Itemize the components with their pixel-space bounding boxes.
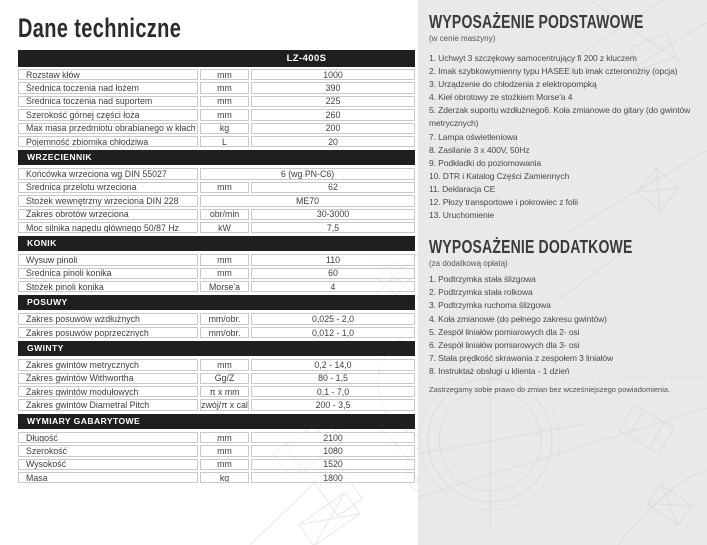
equipment-item: 8. Instruktaż obsługi u klienta - 1 dzień bbox=[429, 365, 570, 376]
spec-unit: kg bbox=[200, 472, 249, 483]
extra-equipment-subtitle: (za dodatkową opłatą) bbox=[429, 259, 508, 269]
spec-row bbox=[18, 327, 415, 338]
spec-row bbox=[18, 123, 415, 134]
spec-unit: π x mm bbox=[200, 386, 249, 397]
spec-row bbox=[18, 96, 415, 107]
spec-label: Zakres gwintów metrycznych bbox=[18, 359, 198, 370]
spec-value: 225 bbox=[251, 96, 415, 107]
equipment-item: 11. Deklaracja CE bbox=[429, 183, 496, 194]
spec-label: Zakres gwintów Diametral Pitch bbox=[18, 399, 198, 410]
spec-label: Szerokość bbox=[18, 445, 198, 456]
disclaimer-note: Zastrzegamy sobie prawo do zmian bez wcześniejszego powiadomienia. bbox=[429, 384, 671, 394]
spec-row bbox=[18, 386, 415, 397]
spec-value: 1080 bbox=[251, 445, 415, 456]
spec-label: Zakres gwintów modułowych bbox=[18, 386, 198, 397]
spec-unit: Gg/Z bbox=[200, 373, 249, 384]
spec-label: Długość bbox=[18, 432, 198, 443]
spec-row bbox=[18, 281, 415, 292]
spec-label: Średnica przelotu wrzeciona bbox=[18, 182, 198, 193]
spec-label: Stożek wewnętrzny wrzeciona DIN 228 bbox=[18, 195, 198, 206]
spec-value: 7,5 bbox=[251, 222, 415, 233]
spec-row bbox=[18, 109, 415, 120]
spec-row bbox=[18, 222, 415, 233]
spec-row bbox=[18, 82, 415, 93]
spec-unit: mm bbox=[200, 359, 249, 370]
spec-label: Zakres posuwów poprzecznych bbox=[18, 327, 198, 338]
spec-unit: mm bbox=[200, 254, 249, 265]
spec-unit: mm bbox=[200, 459, 249, 470]
equipment-item: 5. Zderzak suportu wzdłużnego6. Koła zmianowe do gitary (do gwintów metrycznych) bbox=[429, 105, 691, 129]
section-header: WYMIARY GABARYTOWE bbox=[18, 414, 415, 429]
equipment-item: 4. Koła zmianowe (do pełnego zakresu gwintów) bbox=[429, 313, 607, 324]
spec-row bbox=[18, 195, 415, 206]
spec-unit: mm bbox=[200, 445, 249, 456]
spec-table bbox=[18, 50, 415, 483]
spec-label: Końcówka wrzeciona wg DIN 55027 bbox=[18, 168, 198, 179]
equipment-item: 7. Stała prędkość skrawania z zespołem 3 liniałów bbox=[429, 352, 614, 363]
basic-equipment-list bbox=[429, 52, 695, 222]
spec-unit: kg bbox=[200, 123, 249, 134]
basic-equipment-title: WYPOSAŻENIE PODSTAWOWE bbox=[429, 12, 644, 32]
spec-value: 390 bbox=[251, 82, 415, 93]
equipment-item: 10. DTR i Katalog Części Zamiennych bbox=[429, 170, 570, 181]
spec-unit: L bbox=[200, 136, 249, 147]
basic-equipment-section bbox=[429, 12, 695, 222]
spec-row bbox=[18, 373, 415, 384]
spec-unit: mm bbox=[200, 96, 249, 107]
spec-label: Pojemność zbiornika chłodziwa bbox=[18, 136, 198, 147]
equipment-item: 13. Uruchomienie bbox=[429, 210, 495, 221]
spec-unit: kW bbox=[200, 222, 249, 233]
equipment-item: 9. Podkładki do poziomowania bbox=[429, 157, 542, 168]
spec-value: 260 bbox=[251, 109, 415, 120]
spec-row bbox=[18, 399, 415, 410]
spec-value: 1000 bbox=[251, 69, 415, 80]
spec-label: Szerokość górnej części łoża bbox=[18, 109, 198, 120]
spec-label: Max masa przedmiotu obrabianego w kłach bbox=[18, 123, 198, 134]
equipment-item: 3. Podtrzymka ruchoma ślizgowa bbox=[429, 300, 551, 311]
spec-label: Zakres gwintów Withwortha bbox=[18, 373, 198, 384]
equipment-item: 12. Płozy transportowe i pokrowiec z folii bbox=[429, 197, 578, 208]
spec-unit: mm bbox=[200, 69, 249, 80]
spec-row bbox=[18, 445, 415, 456]
spec-label: Masa bbox=[18, 472, 198, 483]
spec-row bbox=[18, 136, 415, 147]
spec-value: 6 (wg PN-C6) bbox=[200, 168, 415, 179]
spec-row bbox=[18, 459, 415, 470]
spec-row bbox=[18, 168, 415, 179]
spec-value: 200 - 3,5 bbox=[251, 399, 415, 410]
spec-row bbox=[18, 313, 415, 324]
spec-value: 110 bbox=[251, 254, 415, 265]
technical-data-section bbox=[18, 13, 415, 485]
spec-label: Wysuw pinoli bbox=[18, 254, 198, 265]
spec-value: 20 bbox=[251, 136, 415, 147]
model-name: LZ-400S bbox=[286, 53, 327, 64]
spec-label: Zakres posuwów wzdłużnych bbox=[18, 313, 198, 324]
equipment-item: 1. Uchwyt 3 szczękowy samocentrujący fi 200 z kluczem bbox=[429, 53, 637, 63]
spec-row bbox=[18, 254, 415, 265]
spec-label: Średnica toczenia nad łożem bbox=[18, 82, 198, 93]
equipment-item: 8. Zasilanie 3 x 400V, 50Hz bbox=[429, 144, 530, 155]
spec-unit: mm bbox=[200, 432, 249, 443]
spec-value: 62 bbox=[251, 182, 415, 193]
spec-value: 0,1 - 7,0 bbox=[251, 386, 415, 397]
table-body bbox=[18, 69, 415, 483]
spec-value: 0,025 - 2,0 bbox=[251, 313, 415, 324]
section-header: KONIK bbox=[18, 236, 415, 251]
spec-unit: mm/obr. bbox=[200, 313, 249, 324]
spec-value: 1800 bbox=[251, 472, 415, 483]
spec-unit: mm/obr. bbox=[200, 327, 249, 338]
equipment-item: 2. Podtrzymka stała rolkowa bbox=[429, 287, 533, 298]
spec-unit: mm bbox=[200, 268, 249, 279]
page-title: Dane techniczne bbox=[18, 13, 182, 43]
spec-value: 2100 bbox=[251, 432, 415, 443]
extra-equipment-title: WYPOSAŻENIE DODATKOWE bbox=[429, 237, 633, 258]
spec-row bbox=[18, 472, 415, 483]
equipment-item: 1. Podtrzymka stała ślizgowa bbox=[429, 274, 536, 285]
equipment-item: 3. Urządzenie do chłodzenia z elektropompką bbox=[429, 79, 597, 90]
table-model-header bbox=[18, 50, 415, 67]
section-header: WRZECIENNIK bbox=[18, 150, 415, 165]
spec-label: Stożek pinoli konika bbox=[18, 281, 198, 292]
spec-label: Średnica toczenia nad suportem bbox=[18, 96, 198, 107]
spec-value: 0,2 - 14,0 bbox=[251, 359, 415, 370]
extra-equipment-section bbox=[429, 237, 695, 378]
basic-equipment-subtitle: (w cenie maszyny) bbox=[429, 34, 496, 43]
spec-value: 200 bbox=[251, 123, 415, 134]
spec-unit: Morse'a bbox=[200, 281, 249, 292]
spec-unit: mm bbox=[200, 109, 249, 120]
spec-label: Moc silnika napędu głównego 50/87 Hz bbox=[18, 222, 198, 233]
spec-label: Rozstaw kłów bbox=[18, 69, 198, 80]
spec-value: 80 - 1,5 bbox=[251, 373, 415, 384]
extra-equipment-list bbox=[429, 273, 695, 378]
spec-row bbox=[18, 359, 415, 370]
spec-value: 4 bbox=[251, 281, 415, 292]
spec-unit: zwój/π x cal bbox=[201, 400, 248, 411]
spec-unit: mm bbox=[200, 82, 249, 93]
spec-value: 1520 bbox=[251, 459, 415, 470]
spec-row bbox=[18, 432, 415, 443]
spec-value: ME70 bbox=[200, 195, 415, 206]
spec-unit: obr/min bbox=[200, 209, 249, 220]
spec-row bbox=[18, 69, 415, 80]
spec-value: 30-3000 bbox=[251, 209, 415, 220]
equipment-item: 2. Imak szybkowymienny typu HASEE lub imak czteronożny (opcja) bbox=[429, 66, 678, 77]
equipment-item: 4. Kieł obrotowy ze stożkiem Morse'a 4 bbox=[429, 92, 573, 103]
spec-unit: mm bbox=[200, 182, 249, 193]
equipment-item: 5. Zespół liniałów pomiarowych dla 2- osi bbox=[429, 326, 580, 337]
section-header: POSUWY bbox=[18, 295, 415, 310]
spec-row bbox=[18, 268, 415, 279]
equipment-item: 6. Zespół liniałów pomiarowych dla 3- osi bbox=[429, 339, 580, 350]
spec-value: 0,012 - 1,0 bbox=[251, 327, 415, 338]
equipment-item: 7. Lampa oświetleniowa bbox=[429, 131, 518, 142]
spec-label: Zakres obrotów wrzeciona bbox=[18, 209, 198, 220]
section-header: GWINTY bbox=[18, 341, 415, 356]
spec-row bbox=[18, 209, 415, 220]
spec-label: Wysokość bbox=[18, 459, 198, 470]
spec-label: Średnica pinoli konika bbox=[18, 268, 198, 279]
spec-value: 60 bbox=[251, 268, 415, 279]
spec-row bbox=[18, 182, 415, 193]
equipment-panel bbox=[418, 0, 707, 545]
